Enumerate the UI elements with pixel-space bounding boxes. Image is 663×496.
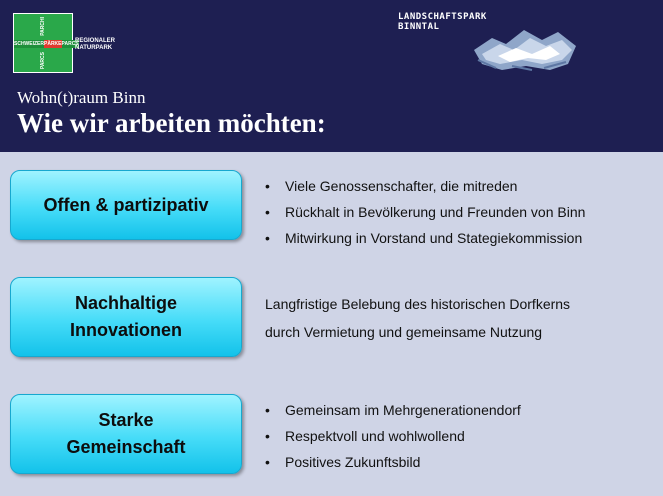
bullet-icon: • xyxy=(265,454,270,470)
innovation-description xyxy=(265,290,570,346)
park-name-line2: BINNTAL xyxy=(398,22,440,32)
swiss-parks-logo xyxy=(13,13,79,73)
pill-label: Offen & partizipativ xyxy=(43,194,209,215)
list-item xyxy=(265,225,585,251)
bullet-list-community xyxy=(265,397,521,475)
pill-label-line1: Starke xyxy=(98,410,154,430)
logo-vertical-top: PARCHI xyxy=(40,17,46,36)
logo-band-3: PARCS xyxy=(61,41,79,47)
logo-vertical-bottom: PARCS xyxy=(40,52,46,70)
pill-sustainable-innovations xyxy=(10,277,242,357)
bullet-icon: • xyxy=(265,204,270,220)
list-item-text: Rückhalt in Bevölkerung und Freunden von Binn xyxy=(285,204,586,220)
slide-title: Wie wir arbeiten möchten: xyxy=(17,108,326,138)
slide-subtitle: Wohn(t)raum Binn xyxy=(17,88,146,107)
list-item xyxy=(265,173,585,199)
content-area xyxy=(0,153,663,496)
park-name-line1: LANDSCHAFTSPARK xyxy=(398,12,487,22)
bullet-icon: • xyxy=(265,428,270,444)
list-item xyxy=(265,449,521,475)
regional-park-label: REGIONALER NATURPARK xyxy=(75,38,116,51)
list-item-text: Viele Genossenschafter, die mitreden xyxy=(285,178,518,194)
list-item xyxy=(265,423,521,449)
description-line1: Langfristige Belebung des historischen Dorfkerns xyxy=(265,296,571,312)
logo-band-2: PÄRKE xyxy=(44,41,62,47)
bullet-icon: • xyxy=(265,402,270,418)
list-item-text: Positives Zukunftsbild xyxy=(285,454,421,470)
pill-label-line2: Innovationen xyxy=(70,320,182,340)
logo-band xyxy=(14,40,79,48)
pill-label-line2: Gemeinschaft xyxy=(66,437,186,457)
list-item-text: Gemeinsam im Mehrgenerationendorf xyxy=(285,402,521,418)
list-item-text: Respektvoll und wohlwollend xyxy=(285,428,465,444)
pill-strong-community xyxy=(10,394,242,474)
list-item xyxy=(265,199,585,225)
description-line2: durch Vermietung und gemeinsame Nutzung xyxy=(265,324,543,340)
header-banner xyxy=(0,0,663,152)
logo-band-1: SCHWEIZER xyxy=(14,41,44,47)
list-item-text: Mitwirkung in Vorstand und Stategiekommission xyxy=(285,230,583,246)
list-item xyxy=(265,397,521,423)
bullet-icon: • xyxy=(265,230,270,246)
mountain-landscape-icon xyxy=(472,24,578,72)
pill-label-line1: Nachhaltige xyxy=(74,293,178,313)
bullet-icon: • xyxy=(265,178,270,194)
pill-open-participative xyxy=(10,170,242,240)
bullet-list-open xyxy=(265,173,585,251)
